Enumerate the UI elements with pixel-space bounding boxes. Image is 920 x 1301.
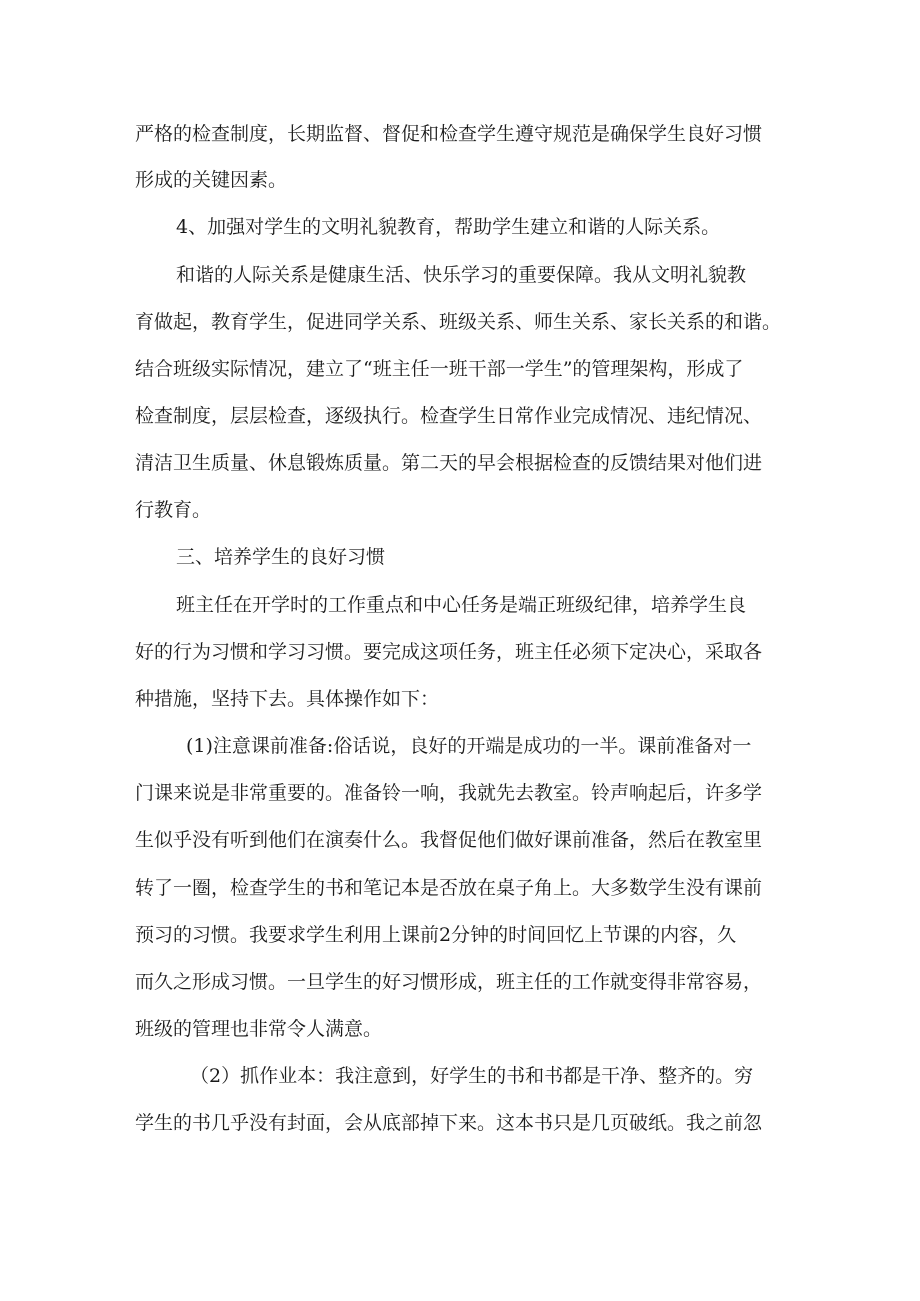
text-line: 和谐的人际关系是健康生活、快乐学习的重要保障。我从文明礼貌教 xyxy=(176,264,747,286)
text-line: 行教育。 xyxy=(135,499,212,521)
text-line: 严格的检查制度，长期监督、督促和检查学生遵守规范是确保学生良好习惯 xyxy=(135,123,763,145)
text-line: （2）抓作业本：我注意到，好学生的书和书都是干净、整齐的。穷 xyxy=(190,1065,754,1087)
text-line: 门课来说是非常重要的。准备铃一响，我就先去教室。铃声响起后，许多学 xyxy=(135,782,763,804)
text-line: 结合班级实际情况，建立了“班主任一班干部一学生”的管理架构，形成了 xyxy=(135,358,744,380)
text-line: 形成的关键因素。 xyxy=(135,169,288,191)
section-heading: 三、培养学生的良好习惯 xyxy=(176,546,386,568)
text-line: 班级的管理也非常令人满意。 xyxy=(135,1018,383,1040)
text-line: 检查制度，层层检查，逐级执行。检查学生日常作业完成情况、违纪情况、 xyxy=(135,405,763,427)
text-line: 而久之形成习惯。一旦学生的好习惯形成，班主任的工作就变得非常容易， xyxy=(135,971,763,993)
text-line: 种措施，坚持下去。具体操作如下： xyxy=(135,688,440,710)
text-line: 清洁卫生质量、休息锻炼质量。第二天的早会根据检查的反馈结果对他们进 xyxy=(135,452,763,474)
text-line: 生似乎没有听到他们在演奏什么。我督促他们做好课前准备，然后在教室里 xyxy=(135,829,763,851)
text-line: 学生的书几乎没有封面，会从底部掉下来。这本书只是几页破纸。我之前忽 xyxy=(135,1112,763,1134)
text-line: (1)注意课前准备:俗话说，良好的开端是成功的一半。课前准备对一 xyxy=(186,735,752,757)
text-line: 好的行为习惯和学习习惯。要完成这项任务，班主任必须下定决心，采取各 xyxy=(135,641,763,663)
section-heading: 4、加强对学生的文明礼貌教育，帮助学生建立和谐的人际关系。 xyxy=(176,216,721,238)
text-line: 转了一圈，检查学生的书和笔记本是否放在桌子角上。大多数学生没有课前 xyxy=(135,877,763,899)
text-line: 预习的习惯。我要求学生利用上课前2分钟的时间回忆上节课的内容，久 xyxy=(135,924,737,946)
text-line: 班主任在开学时的工作重点和中心任务是端正班级纪律，培养学生良 xyxy=(176,594,747,616)
text-line: 育做起，教育学生，促进同学关系、班级关系、师生关系、家长关系的和谐。 xyxy=(135,311,782,333)
